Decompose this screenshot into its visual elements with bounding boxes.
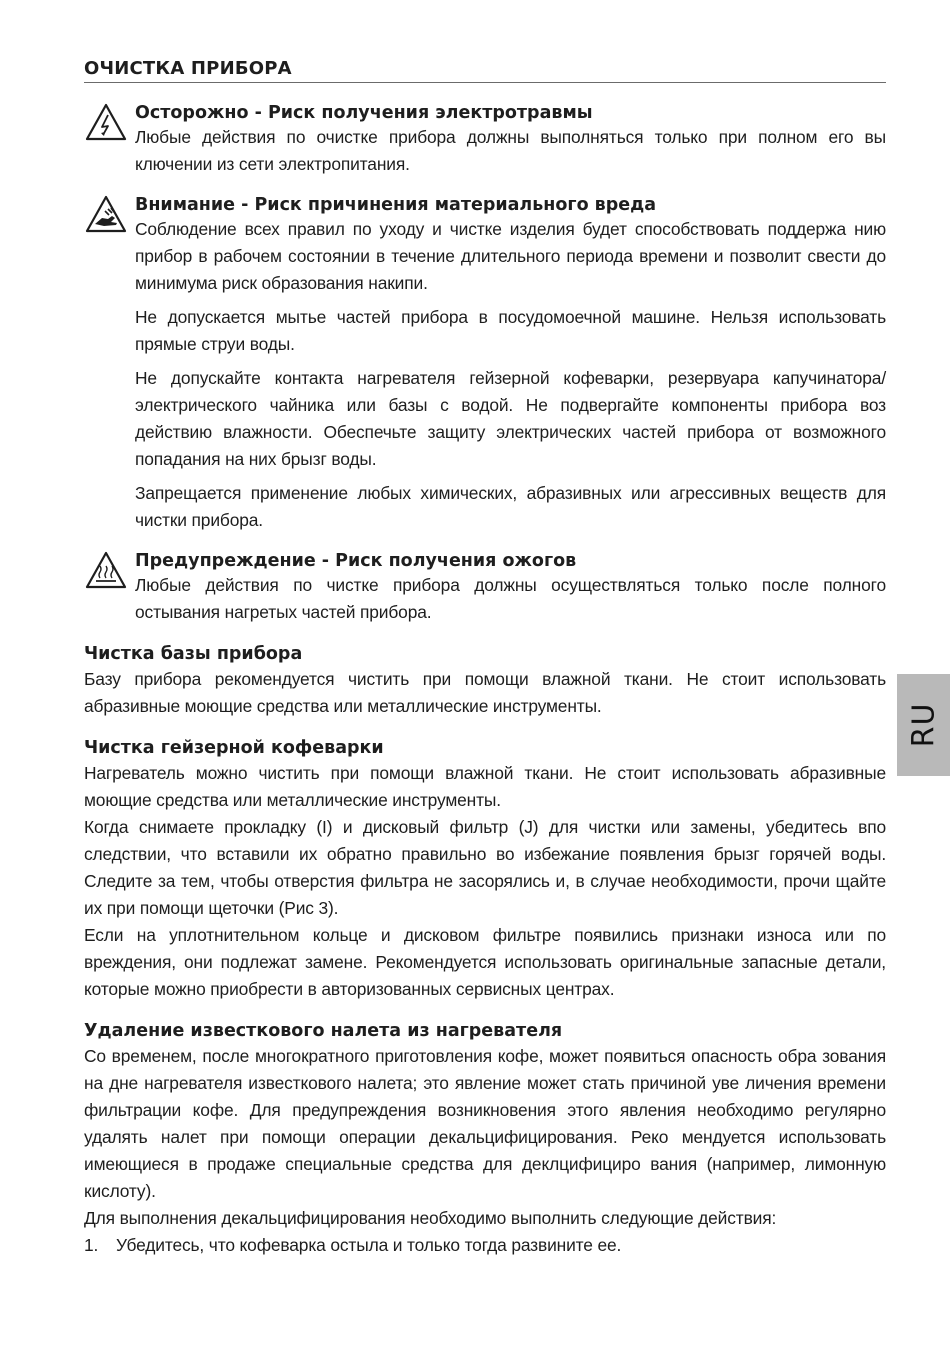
warning-paragraph: Не допускается мытье частей прибора в посудомоечной машине. Нельзя использовать прямые струи воды. bbox=[135, 307, 886, 354]
section-paragraph: Со временем, после многократного приготовления кофе, может появиться опасность обра зования на дне нагревателя известкового налета; это явление может стать причиной уве личения времени фильтрации кофе. Для предупреждения возникновения этого явления необходимо регулярно удалять налет при помощи операции декальцифицирования. Реко мендуется использовать имеющиеся в продаже специальные средства для деклцифициро вания (например, лимонную кислоту). bbox=[84, 1046, 886, 1201]
section-paragraph: Нагреватель можно чистить при помощи влажной ткани. Не стоит использовать абразивные моющие средства или металлические инструменты. bbox=[84, 763, 886, 810]
language-tab bbox=[897, 674, 950, 776]
warning-material-damage bbox=[84, 194, 886, 534]
section-geyser-cleaning bbox=[84, 737, 886, 1003]
warning-paragraph: Любые действия по чистке прибора должны осуществляться только после полного остывания нагретых частей прибора. bbox=[135, 575, 886, 622]
section-paragraph: Базу прибора рекомендуется чистить при помощи влажной ткани. Не стоит использовать абразивные моющие средства или металлические инструменты. bbox=[84, 669, 886, 716]
list-item bbox=[84, 1232, 886, 1259]
section-paragraph: Для выполнения декальцифицирования необходимо выполнить следующие действия: bbox=[84, 1208, 777, 1228]
warning-paragraph: Любые действия по очистке прибора должны выполняться только при полном его вы ключении из сети электропитания. bbox=[135, 127, 886, 174]
warning-title: Предупреждение - Риск получения ожогов bbox=[135, 551, 577, 571]
section-descaling bbox=[84, 1020, 886, 1259]
list-item-number: 1. bbox=[84, 1235, 99, 1255]
section-title: Чистка базы прибора bbox=[84, 644, 303, 664]
hand-damage-hazard-icon bbox=[84, 194, 128, 234]
hot-surface-hazard-icon bbox=[84, 550, 128, 590]
warning-paragraph: Запрещается применение любых химических, абразивных или агрессивных веществ для чистки прибора. bbox=[135, 483, 886, 530]
section-base-cleaning bbox=[84, 643, 886, 720]
list-item-text: Убедитесь, что кофеварка остыла и только тогда развините ее. bbox=[116, 1235, 622, 1255]
warning-paragraph: Соблюдение всех правил по уходу и чистке изделия будет способствовать поддержа нию прибор в рабочем состоянии в течение длительного периода времени и позволит свести до минимума риск образования накипи. bbox=[135, 219, 886, 293]
page-content bbox=[84, 58, 886, 1259]
warning-paragraph: Не допускайте контакта нагревателя гейзерной кофеварки, резервуара капучинатора/ электрического чайника или базы с водой. Не подвергайте компоненты прибора воз действию влажности. Обеспечьте защиту электрических частей прибора от возможного попадания на них брызг воды. bbox=[135, 368, 886, 469]
warning-title: Внимание - Риск причинения материального вреда bbox=[135, 195, 657, 215]
section-paragraph: Если на уплотнительном кольце и дисковом фильтре появились признаки износа или по вреждения, они подлежат замене. Рекомендуется использовать оригинальные запасные детали, которые можно приобрести в авторизованных сервисных центрах. bbox=[84, 925, 886, 999]
section-title: Удаление известкового налета из нагревателя bbox=[84, 1021, 563, 1041]
steps-list bbox=[84, 1232, 886, 1259]
language-tab-label: RU bbox=[906, 702, 941, 748]
warning-electric bbox=[84, 102, 886, 178]
section-title: Чистка гейзерной кофеварки bbox=[84, 738, 384, 758]
warning-title: Осторожно - Риск получения электротравмы bbox=[135, 103, 593, 123]
page-title: ОЧИСТКА ПРИБОРА bbox=[84, 58, 886, 83]
warning-burns bbox=[84, 550, 886, 626]
electric-hazard-icon bbox=[84, 102, 128, 142]
section-paragraph: Когда снимаете прокладку (I) и дисковый фильтр (J) для чистки или замены, убедитесь впо следствии, что вставили их обратно правильно во избежание появления брызг горячей воды. Следите за тем, чтобы отверстия фильтра не засорялись и, в случае необходимости, прочи щайте их при помощи щеточки (Рис 3). bbox=[84, 817, 886, 918]
